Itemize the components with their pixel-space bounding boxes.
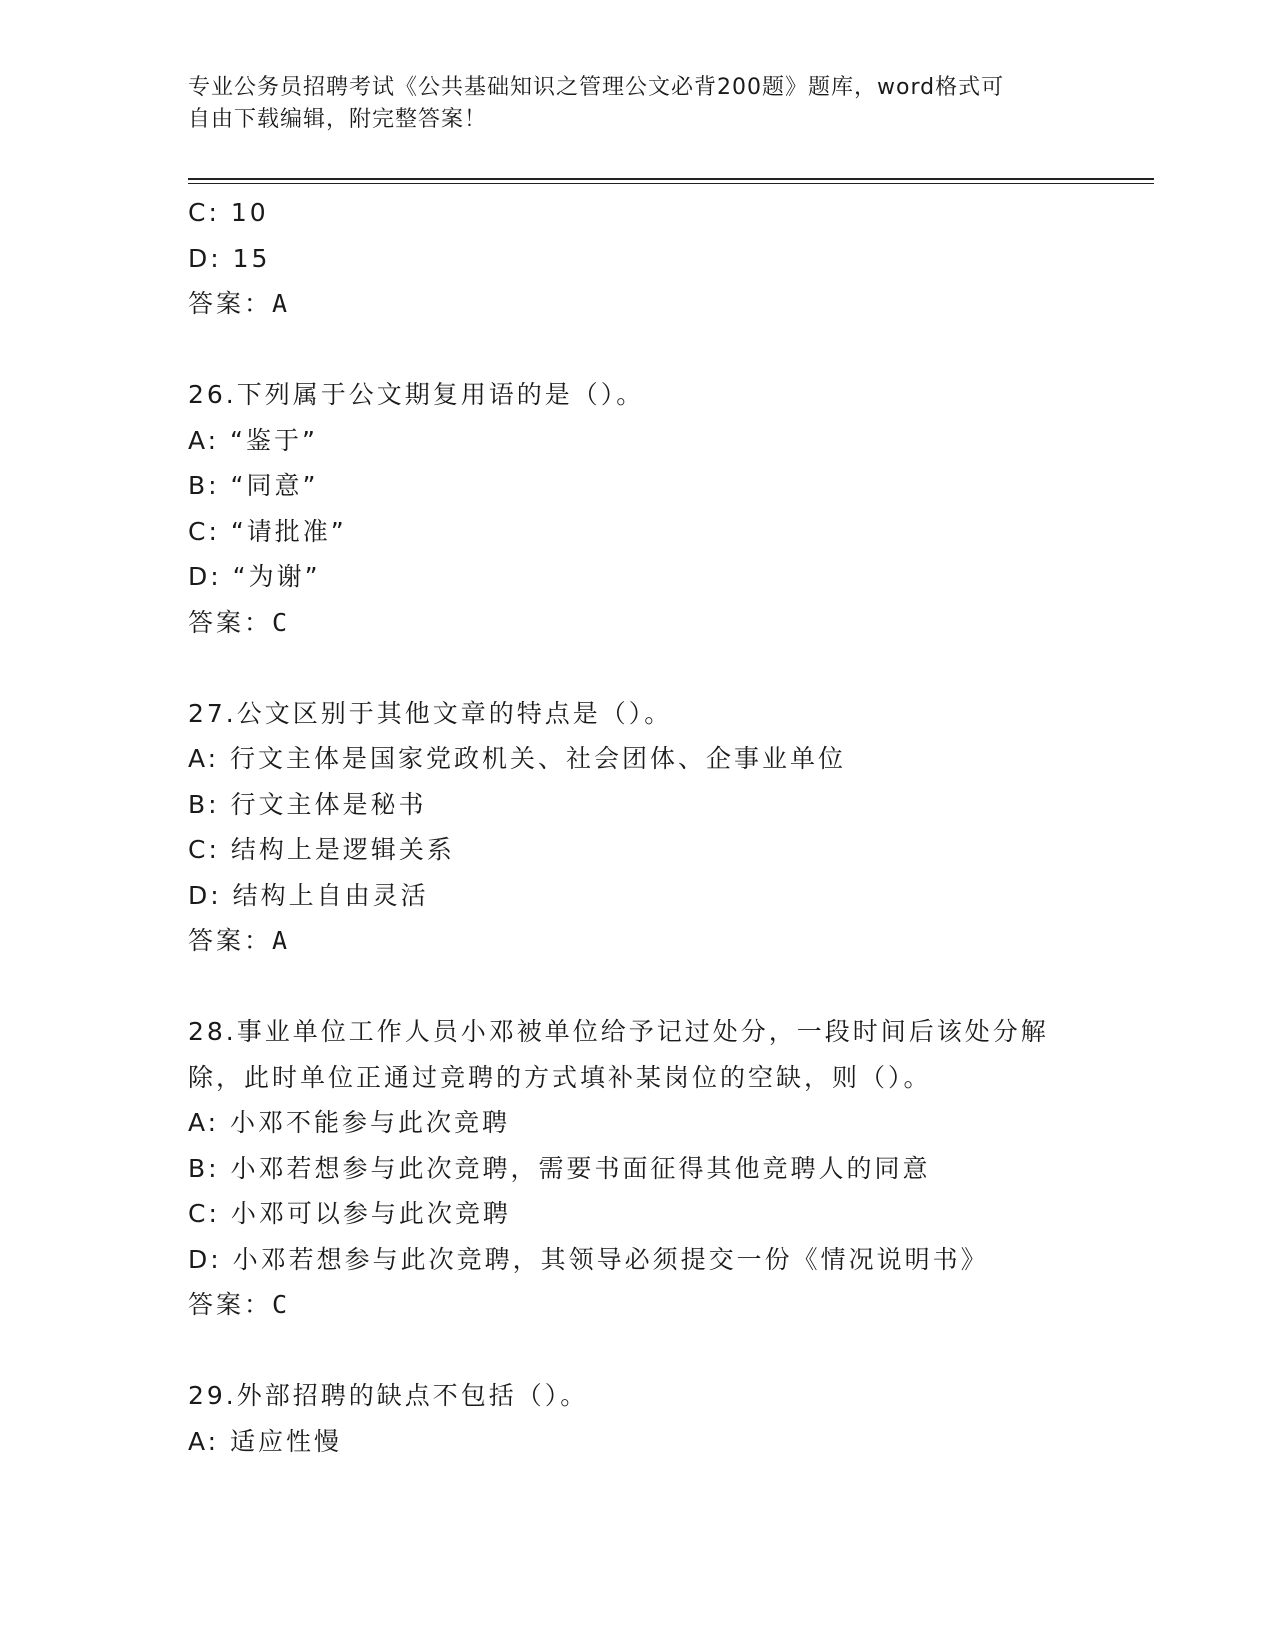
- question-line: C: “请批准”: [188, 516, 347, 546]
- answer-line: 答案：C: [188, 1290, 291, 1319]
- header-rule-thick: [188, 178, 1154, 180]
- answer-line: 答案：A: [188, 926, 291, 955]
- question-line: B: “同意”: [188, 471, 319, 500]
- question-block: [188, 372, 1148, 645]
- answer-line: 答案：C: [188, 607, 291, 637]
- question-line: 除，此时单位正通过竞聘的方式填补某岗位的空缺，则（）。: [188, 1062, 932, 1092]
- question-line: A: 行文主体是国家党政机关、社会团体、企事业单位: [188, 744, 847, 773]
- question-block: [188, 190, 1148, 327]
- question-list: [188, 190, 1148, 1464]
- question-line: C: 小邓可以参与此次竞聘: [188, 1199, 511, 1228]
- page-header: [188, 72, 1068, 136]
- header-line-2: 自由下载编辑，附完整答案！: [188, 107, 488, 132]
- question-line: C: 10: [188, 198, 269, 227]
- question-line: C: 结构上是逻辑关系: [188, 835, 455, 864]
- question-line: 26.下列属于公文期复用语的是（）。: [188, 380, 645, 409]
- header-line-1: 专业公务员招聘考试《公共基础知识之管理公文必背200题》题库，word格式可: [188, 75, 1005, 100]
- question-line: A: 小邓不能参与此次竞聘: [188, 1108, 511, 1137]
- header-rule-thin: [188, 183, 1154, 184]
- question-line: A: “鉴于”: [188, 425, 318, 455]
- question-line: A: 适应性慢: [188, 1426, 343, 1456]
- block-spacer: [188, 645, 1148, 691]
- question-block: [188, 1009, 1148, 1328]
- block-spacer: [188, 964, 1148, 1010]
- question-line: D: 小邓若想参与此次竞聘，其领导必须提交一份《情况说明书》: [188, 1244, 989, 1274]
- question-line: B: 小邓若想参与此次竞聘，需要书面征得其他竞聘人的同意: [188, 1153, 931, 1183]
- question-block: [188, 1373, 1148, 1464]
- question-block: [188, 691, 1148, 964]
- question-line: D: 结构上自由灵活: [188, 880, 429, 910]
- question-line: B: 行文主体是秘书: [188, 789, 427, 819]
- block-spacer: [188, 327, 1148, 373]
- question-line: D: “为谢”: [188, 562, 321, 591]
- question-line: 27.公文区别于其他文章的特点是（）。: [188, 698, 673, 728]
- answer-line: 答案：A: [188, 289, 291, 318]
- question-line: 29.外部招聘的缺点不包括（）。: [188, 1381, 589, 1410]
- question-line: 28.事业单位工作人员小邓被单位给予记过处分，一段时间后该处分解: [188, 1017, 1049, 1046]
- question-line: D: 15: [188, 243, 271, 273]
- block-spacer: [188, 1328, 1148, 1374]
